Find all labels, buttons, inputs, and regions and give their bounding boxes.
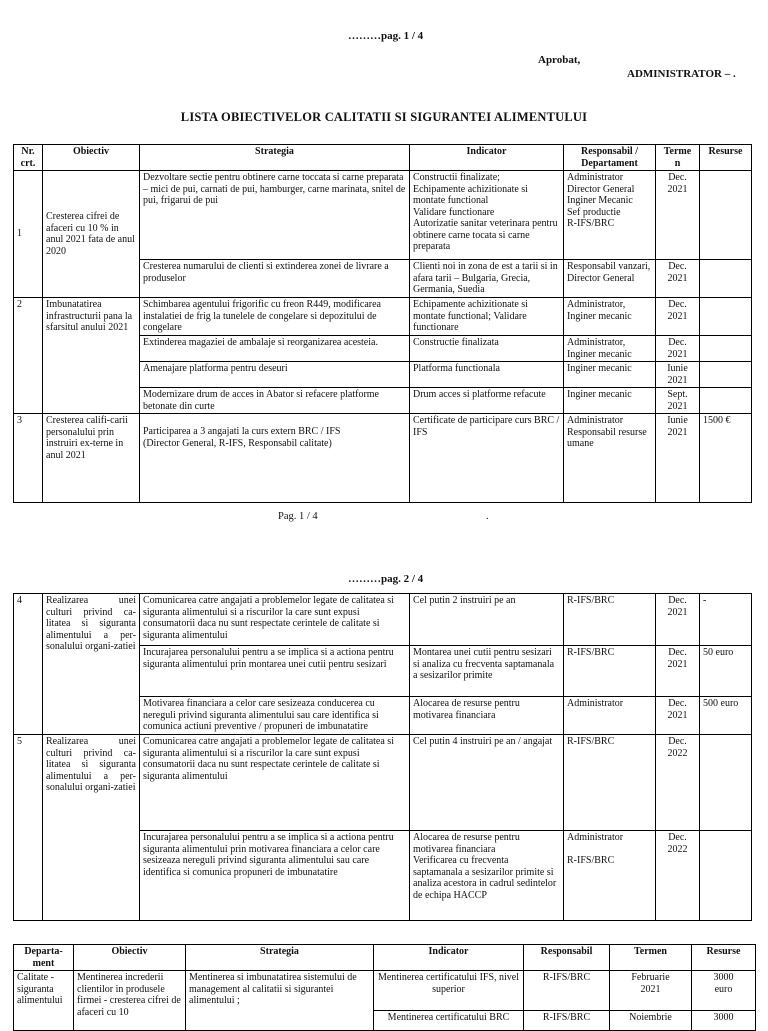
t2-row1-term-a: Februarie 2021 — [610, 971, 692, 1011]
header-strategy: Strategia — [140, 145, 410, 171]
t2-header-resources: Resurse — [692, 945, 756, 971]
row1-term-a: Dec. 2021 — [656, 171, 700, 260]
row2-strategy-b: Extinderea magaziei de ambalaje si reorganizarea acesteia. — [140, 336, 410, 362]
row5-responsible-a: R-IFS/BRC — [564, 735, 656, 831]
row5-term-a: Dec. 2022 — [656, 735, 700, 831]
row5-indicator-b: Alocarea de resurse pentru motivarea financiara Verificarea cu frecventa saptamanala a sesizarilor primite si analiza acestora in cadrul sedintelor de echipa HACCP — [410, 831, 564, 921]
row3-resources: 1500 € — [700, 414, 752, 503]
row2-strategy-c: Amenajare platforma pentru deseuri — [140, 362, 410, 388]
approval-label: Aprobat, — [538, 54, 581, 66]
t2-row1-resources-b: 3000 — [692, 1011, 756, 1031]
row2-term-a: Dec. 2021 — [656, 298, 700, 336]
row1-indicator-b: Clienti noi in zona de est a tarii si in afara tarii – Bulgaria, Grecia, Germania, Suedia — [410, 260, 564, 298]
row2-objective: Imbunatatirea infrastructurii pana la sfarsitul anului 2021 — [43, 298, 140, 414]
row1-nr: 1 — [14, 171, 43, 298]
row4-indicator-c: Alocarea de resurse pentru motivarea financiara — [410, 697, 564, 735]
row1-strategy-b: Cresterea numarului de clienti si extinderea zonei de livrare a produselor — [140, 260, 410, 298]
row5-nr: 5 — [14, 735, 43, 921]
row5-term-b: Dec. 2022 — [656, 831, 700, 921]
row4-responsible-b: R-IFS/BRC — [564, 646, 656, 697]
row4-resources-b: 50 euro — [700, 646, 752, 697]
row2-responsible-c: Inginer mecanic — [564, 362, 656, 388]
row4-resources-c: 500 euro — [700, 697, 752, 735]
row4-strategy-a: Comunicarea catre angajati a problemelor legate de calitatea si siguranta alimentului si a riscurilor la care sunt expusi consumatorii daca nu sunt respectate cerintele de calitate si siguranta alimentului — [140, 594, 410, 646]
t2-header-objective: Obiectiv — [74, 945, 186, 971]
t2-row1-responsible-a: R-IFS/BRC — [524, 971, 610, 1011]
header-indicator: Indicator — [410, 145, 564, 171]
t2-row1-objective: Mentinerea increderii clientilor in produsele firmei - cresterea cifrei de afaceri cu 10 — [74, 971, 186, 1031]
t2-row1-strategy: Mentinerea si imbunatatirea sistemului de management al calitatii si sigurantei alimentului ; — [186, 971, 374, 1031]
row2-indicator-b: Constructie finalizata — [410, 336, 564, 362]
row5-indicator-a: Cel putin 4 instruiri pe an / angajat — [410, 735, 564, 831]
header-resources: Resurse — [700, 145, 752, 171]
row5-strategy-a: Comunicarea catre angajati a problemelor legate de calitatea si siguranta alimentului si a riscurilor la care sunt expusi consumatorii daca nu sunt respectate cerintele de calitate si siguranta alimentului — [140, 735, 410, 831]
row3-indicator: Certificate de participare curs BRC / IFS — [410, 414, 564, 503]
header-responsible: Responsabil / Departament — [564, 145, 656, 171]
row5-strategy-b: Incurajarea personalului pentru a se implica si a actiona pentru siguranta alimentului prin motivarea financiara a celor care sesizeaza nereguli privind siguranta alimentului sau care identifica si comunica propuneri de imbunatatire — [140, 831, 410, 921]
row2-responsible-b: Administrator, Inginer mecanic — [564, 336, 656, 362]
row2-term-b: Dec. 2021 — [656, 336, 700, 362]
t2-header-term: Termen — [610, 945, 692, 971]
row1-term-b: Dec. 2021 — [656, 260, 700, 298]
row5-resources-a — [700, 735, 752, 831]
t2-row1-term-b: Noiembrie — [610, 1011, 692, 1031]
row4-strategy-b: Incurajarea personalului pentru a se implica si a actiona pentru siguranta alimentului prin montarea unei cutii pentru sesizari — [140, 646, 410, 697]
t2-row1-indicator-a: Mentinerea certificatului IFS, nivel superior — [374, 971, 524, 1011]
document-title: LISTA OBIECTIVELOR CALITATII SI SIGURANTEI ALIMENTULUI — [180, 110, 588, 124]
header-term: Terme n — [656, 145, 700, 171]
row1-resources-a — [700, 171, 752, 260]
header-nr: Nr. crt. — [14, 145, 43, 171]
row1-responsible-b: Responsabil vanzari, Director General — [564, 260, 656, 298]
page-marker-2: ………pag. 2 / 4 — [348, 573, 424, 585]
t2-header-strategy: Strategia — [186, 945, 374, 971]
department-objectives-table — [13, 944, 756, 1031]
page-marker-1: ………pag. 1 / 4 — [348, 30, 424, 42]
row4-indicator-a: Cel putin 2 instruiri pe an — [410, 594, 564, 646]
row1-resources-b — [700, 260, 752, 298]
row2-strategy-a: Schimbarea agentului frigorific cu freon R449, modificarea instalatiei de frig la tunelele de congelare si depozitului de congelare — [140, 298, 410, 336]
row1-objective: Cresterea cifrei de afaceri cu 10 % in anul 2021 fata de anul 2020 — [43, 171, 140, 298]
objectives-table-1 — [13, 144, 752, 503]
footer-dot: . — [486, 511, 489, 522]
t2-row1-indicator-b: Mentinerea certificatului BRC — [374, 1011, 524, 1031]
row3-objective: Cresterea califi-carii personalului prin instruiri ex-terne in anul 2021 — [43, 414, 140, 503]
row4-term-c: Dec. 2021 — [656, 697, 700, 735]
row4-resources-a: - — [700, 594, 752, 646]
row5-responsible-b: Administrator R-IFS/BRC — [564, 831, 656, 921]
t2-row1-responsible-b: R-IFS/BRC — [524, 1011, 610, 1031]
row4-strategy-c: Motivarea financiara a celor care sesizeaza conducerea cu nereguli privind siguranta alimentului sau care identifica si comunica actiuni preventive / propuneri de imbunatatire — [140, 697, 410, 735]
row3-strategy: Participarea a 3 angajati la curs extern BRC / IFS (Director General, R-IFS, Responsabil calitate) — [140, 414, 410, 503]
row2-strategy-d: Modernizare drum de acces in Abator si refacere platforme betonate din curte — [140, 388, 410, 414]
row2-resources-a — [700, 298, 752, 336]
row4-term-b: Dec. 2021 — [656, 646, 700, 697]
row4-responsible-a: R-IFS/BRC — [564, 594, 656, 646]
row2-nr: 2 — [14, 298, 43, 414]
row2-term-d: Sept. 2021 — [656, 388, 700, 414]
row2-indicator-d: Drum acces si platforme refacute — [410, 388, 564, 414]
row2-term-c: Iunie 2021 — [656, 362, 700, 388]
row5-objective: Realizarea unei culturi privind ca-litatea si siguranta alimentului a per-sonalului organi-zatiei — [43, 735, 140, 921]
row2-resources-c — [700, 362, 752, 388]
t2-row1-department: Calitate - siguranta alimentului — [14, 971, 74, 1031]
row4-responsible-c: Administrator — [564, 697, 656, 735]
header-objective: Obiectiv — [43, 145, 140, 171]
row4-objective: Realizarea unei culturi privind ca-litatea si siguranta alimentului a per-sonalului organi-zatiei — [43, 594, 140, 735]
row3-responsible: Administrator Responsabil resurse umane — [564, 414, 656, 503]
footer-page-number: Pag. 1 / 4 — [278, 511, 318, 522]
t2-header-department: Departa- ment — [14, 945, 74, 971]
row1-indicator-a: Constructii finalizate; Echipamente achizitionate si montate functional Validare functionare Autorizatie sanitar veterinara pentru obtinere carne tocata si carne preparata — [410, 171, 564, 260]
row4-nr: 4 — [14, 594, 43, 735]
t2-header-responsible: Responsabil — [524, 945, 610, 971]
row2-resources-b — [700, 336, 752, 362]
row1-strategy-a: Dezvoltare sectie pentru obtinere carne toccata si carne preparata – mici de pui, carnati de pui, hamburger, carne marinata, snitel de pui, frigarui de pui — [140, 171, 410, 260]
row3-nr: 3 — [14, 414, 43, 503]
row2-indicator-a: Echipamente achizitionate si montate functional; Validare functionare — [410, 298, 564, 336]
administrator-label: ADMINISTRATOR – . — [627, 68, 736, 80]
row2-indicator-c: Platforma functionala — [410, 362, 564, 388]
t2-header-indicator: Indicator — [374, 945, 524, 971]
objectives-table-2 — [13, 593, 752, 921]
row4-term-a: Dec. 2021 — [656, 594, 700, 646]
row1-responsible-a: Administrator Director General Inginer Mecanic Sef productie R-IFS/BRC — [564, 171, 656, 260]
row2-resources-d — [700, 388, 752, 414]
row4-indicator-b: Montarea unei cutii pentru sesizari si analiza cu frecventa saptamanala a sesizarilor primite — [410, 646, 564, 697]
row5-resources-b — [700, 831, 752, 921]
row2-responsible-a: Administrator, Inginer mecanic — [564, 298, 656, 336]
t2-row1-resources-a: 3000 euro — [692, 971, 756, 1011]
row3-term: Iunie 2021 — [656, 414, 700, 503]
row2-responsible-d: Inginer mecanic — [564, 388, 656, 414]
